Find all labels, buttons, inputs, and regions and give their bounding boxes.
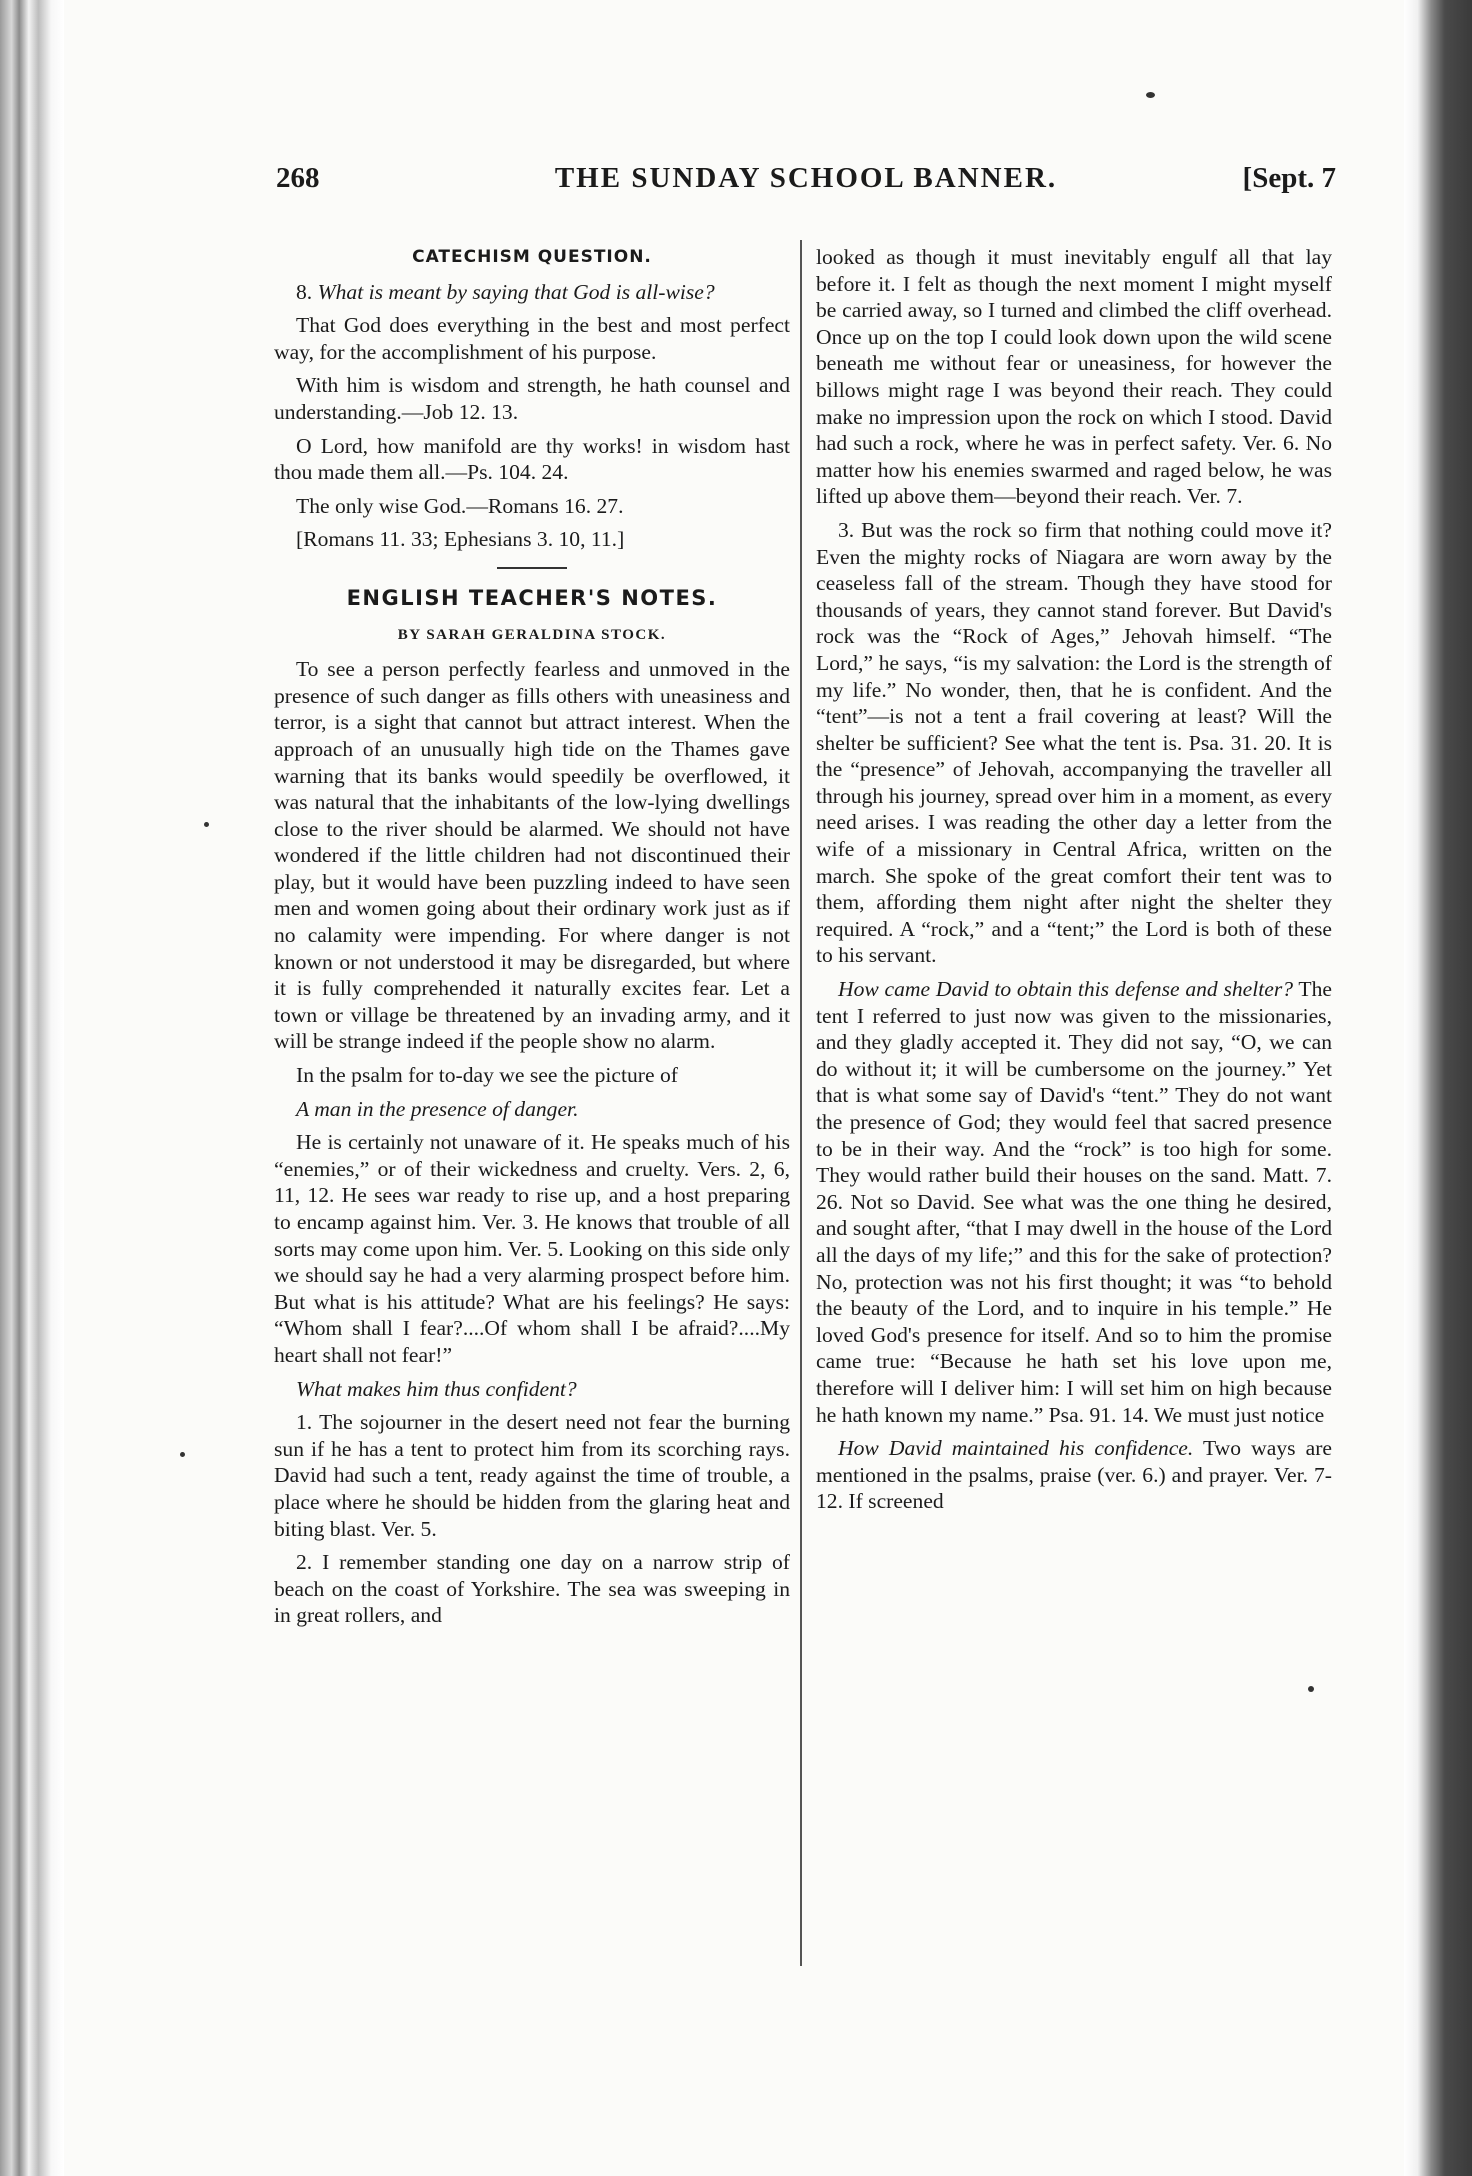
body-paragraph: looked as though it must inevitably engulf all that lay before it. I felt as though the next moment I might myself be carried away, so I turned and climbed the cliff overhead. Once up on the top I could look down upon the wild scene beneath me without fear or uneasiness, for however the billows might rage I was beyond their reach. They could make no impression upon the rock on which I stood. David had such a rock, where he was in perfect safety. Ver. 6. No matter how his enemies swarmed and raged below, he was lifted up above them—beyond their reach. Ver. 7. [816,245,1332,509]
catechism-heading: CATECHISM QUESTION. [412,247,652,267]
scripture-references: [Romans 11. 33; Ephesians 3. 10, 11.] [296,527,625,552]
body-paragraph: 1. The sojourner in the desert need not fear the burning sun if he has a tent to protect him from its scorching rays. David had such a tent, ready against the time of trouble, a place where he should be hidden from the glaring heat and biting blast. Ver. 5. [274,1410,790,1541]
subhead: What makes him thus confident? [296,1376,577,1401]
column-divider [800,240,802,1966]
body-paragraph-with-subhead [816,1435,1332,1515]
subhead: How came David to obtain this defense and shelter? [838,977,1294,1002]
ink-speck [1146,92,1155,98]
catechism-question [274,279,790,306]
body-paragraph-with-subhead [816,976,1332,1428]
scripture-text: With him is wisdom and strength, he hath counsel and understanding.—Job 12. 13. [274,373,790,424]
notes-heading: ENGLISH TEACHER'S NOTES. [346,585,718,610]
paragraph-text: The tent I referred to just now was given to the missionaries, and they gladly accepted it. They did not say, “O, we can do without it; it will be cumbersome on the journey.” Yet that is what some say of David's “tent.” They do not want the presence of God; they would feel that sacred presence to be in their way. And the “rock” is too high for some. They would rather build their houses on the sand. Matt. 7. 26. Not so David. See what was the one thing he desired, and sought after, “that I may dwell in the house of the Lord all the days of my life;” and this for the sake of protection? No, protection was not his first thought; it was “to behold the beauty of the Lord, and to inquire in his temple.” He loved God's presence for itself. And so to him the promise came true: “Because he hath set his love upon me, therefore will I deliver him: I will set him on high because he hath known my name.” Psa. 91. 14. We must just notice [816,977,1332,1427]
body-paragraph: 3. But was the rock so firm that nothing could move it? Even the mighty rocks of Niagara are worn away by the ceaseless fall of the stream. Though they have stood for thousands of years, they cannot stand forever. But David's rock was the “Rock of Ages,” Jehovah himself. “The Lord,” he says, “is my salvation: the Lord is the strength of my life.” No wonder, then, that he is confident. And the “tent”—is not a tent a frail covering at least? Will the shelter be sufficient? See what the tent is. Psa. 31. 20. It is the “presence” of Jehovah, accompanying the traveller all through his journey, spread over him in a moment, as every need arises. I was reading the other day a letter from the wife of a missionary in Central Africa, written on the march. She spoke of the great comfort their tent was to them, affording them night after night the shelter they required. A “rock,” and a “tent;” the Lord is both of these to his servant. [816,517,1332,968]
author-byline: BY SARAH GERALDINA STOCK. [397,626,667,643]
question-number: 8. [296,279,313,304]
ink-speck [1308,1686,1314,1692]
catechism-answer: That God does everything in the best and most perfect way, for the accomplishment of his purpose. [274,313,790,364]
body-paragraph: In the psalm for to-day we see the picture of [296,1063,678,1088]
paragraph-text: Two ways are mentioned in the psalms, praise (ver. 6.) and prayer. Ver. 7-12. If screened [816,1436,1332,1514]
subhead: How David maintained his confidence. [838,1436,1194,1461]
body-paragraph: 2. I remember standing one day on a narrow strip of beach on the coast of Yorkshire. The sea was sweeping in in great rollers, and [274,1550,790,1628]
ink-speck [180,1452,185,1457]
ink-speck [204,822,209,827]
page-shadow-edge [1404,0,1472,2176]
page-number: 268 [276,162,320,194]
body-paragraph: He is certainly not unaware of it. He speaks much of his “enemies,” or of their wickedness and cruelty. Vers. 2, 6, 11, 12. He sees war ready to rise up, and a host preparing to encamp against him. Ver. 3. He knows that trouble of all sorts may come upon him. Ver. 5. Looking on this side only we should say he had a very alarming prospect before him. But what is his attitude? What are his feelings? He says: “Whom shall I fear?....Of whom shall I be afraid?....My heart shall not fear!” [274,1130,790,1367]
journal-title: THE SUNDAY SCHOOL BANNER. [554,162,1058,194]
scripture-text: The only wise God.—Romans 16. 27. [296,493,624,518]
right-column [816,244,1332,1522]
subhead: A man in the presence of danger. [296,1096,579,1121]
question-text: What is meant by saying that God is all-wise? [317,279,715,304]
issue-date: [Sept. 7 [1242,162,1336,194]
book-binding-edge [0,0,64,2176]
section-rule [497,567,567,569]
left-column [274,244,790,1636]
running-head [276,162,1336,206]
body-paragraph: To see a person perfectly fearless and unmoved in the presence of such danger as fills others with uneasiness and terror, is a sight that cannot but attract interest. When the approach of an unusually high tide on the Thames gave warning that its banks would speedily be overflowed, it was natural that the inhabitants of the low-lying dwellings close to the river should be alarmed. We should not have wondered if the little children had not discontinued their play, but it would have been puzzling indeed to have seen men and women going about their ordinary work just as if no calamity were impending. For where danger is not known or not understood it may be disregarded, but where it is fully comprehended it naturally excites fear. Let a town or village be threatened by an invading army, and it will be strange indeed if the people show no alarm. [274,657,790,1054]
scripture-text: O Lord, how manifold are thy works! in wisdom hast thou made them all.—Ps. 104. 24. [274,433,790,485]
